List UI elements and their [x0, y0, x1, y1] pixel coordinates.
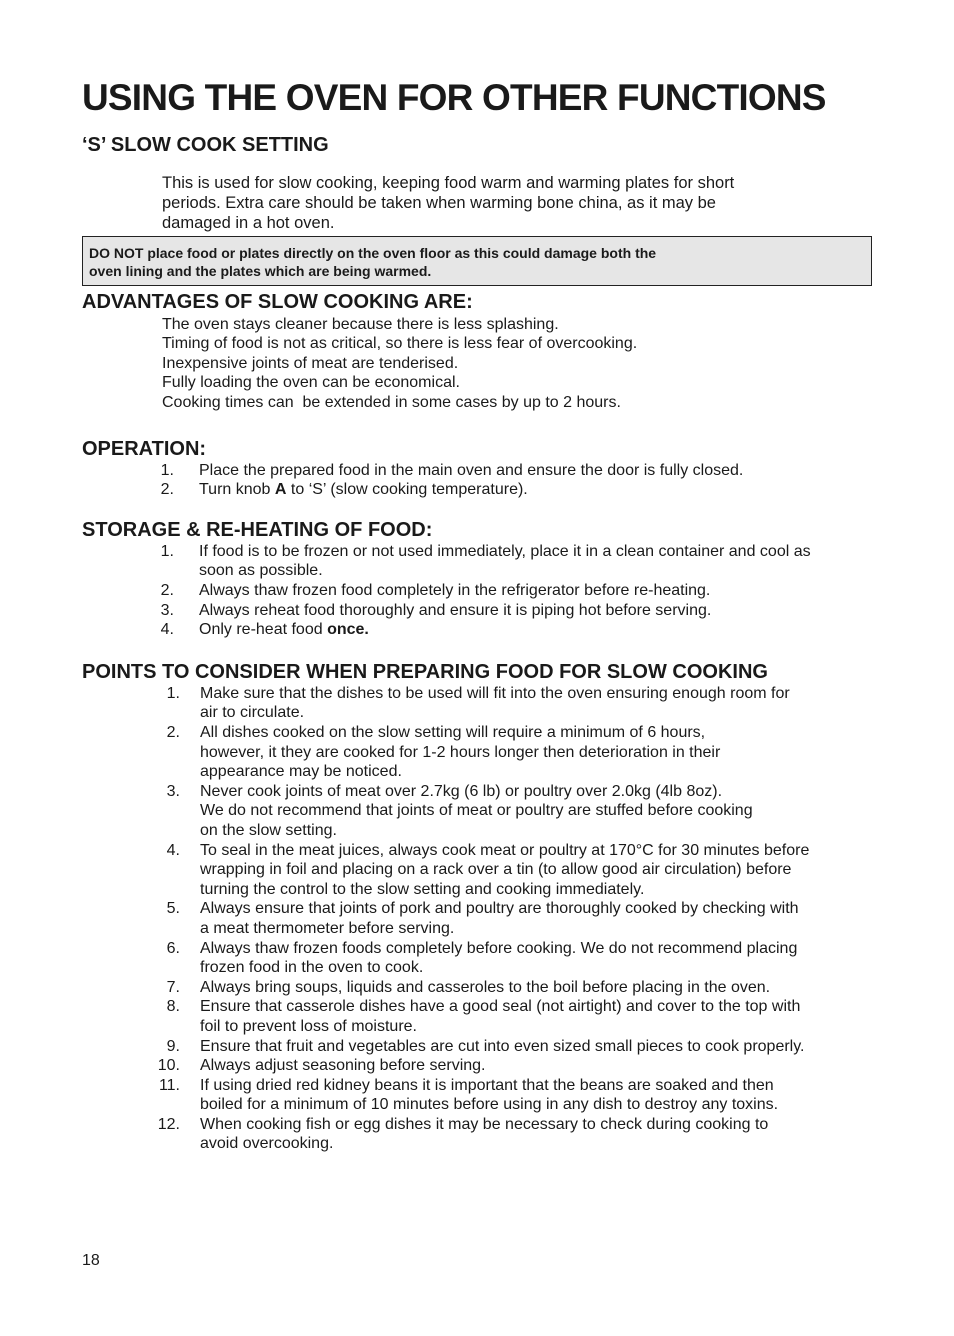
intro-line: periods. Extra care should be taken when warming bone china, as it may be: [162, 193, 716, 212]
item-line: All dishes cooked on the slow setting will require a minimum of 6 hours,: [200, 724, 706, 741]
emphasis-text: once.: [327, 621, 369, 639]
page-title: USING THE OVEN FOR OTHER FUNCTIONS: [82, 77, 826, 118]
item-line: foil to prevent loss of moisture.: [200, 1017, 417, 1035]
item-line: avoid overcooking.: [200, 1135, 334, 1153]
points-item: [82, 978, 872, 998]
storage-item: [82, 581, 872, 601]
item-line: Always thaw frozen food completely in the refrigerator before re-heating.: [199, 582, 711, 600]
item-number: 2.: [160, 481, 174, 499]
item-text: Only re-heat food: [199, 621, 328, 639]
points-item: [82, 782, 872, 841]
item-number: 7.: [166, 978, 180, 996]
points-item: [82, 1037, 872, 1057]
item-text: to ‘S’ (slow cooking temperature).: [286, 481, 528, 499]
advantage-item: Fully loading the oven can be economical.: [162, 374, 460, 392]
item-number: 2.: [166, 724, 180, 741]
advantage-item: Cooking times can be extended in some cases by up to 2 hours.: [162, 394, 621, 412]
intro-line: This is used for slow cooking, keeping food warm and warming plates for short: [162, 173, 735, 192]
item-line: Always thaw frozen foods completely before cooking. We do not recommend placing: [200, 939, 798, 957]
item-number: 4.: [166, 841, 180, 859]
points-item: [82, 684, 872, 723]
operation-heading: OPERATION:: [82, 437, 207, 460]
item-line: air to circulate.: [200, 704, 305, 722]
points-item: [82, 997, 872, 1036]
item-line: soon as possible.: [199, 562, 323, 580]
warning-line: DO NOT place food or plates directly on the oven floor as this could damage both the: [89, 244, 657, 261]
advantages-list: [162, 315, 872, 413]
item-text: Place the prepared food in the main oven and ensure the door is fully closed.: [199, 461, 744, 479]
item-number: 12.: [157, 1115, 180, 1133]
item-line: If food is to be frozen or not used immediately, place it in a clean container and cool as: [199, 542, 811, 560]
points-item: [82, 939, 872, 978]
item-line: Always reheat food thoroughly and ensure it is piping hot before serving.: [199, 601, 712, 619]
slow-cook-heading: ‘S’ SLOW COOK SETTING: [82, 133, 329, 156]
storage-heading: STORAGE & RE-HEATING OF FOOD:: [82, 518, 433, 541]
item-line: however, it they are cooked for 1-2 hours longer then deterioration in their: [200, 743, 721, 761]
storage-item: [82, 542, 872, 581]
operation-list: [82, 461, 872, 500]
item-line: wrapping in foil and placing on a rack over a tin (to allow good air circulation) before: [200, 861, 792, 879]
points-list: [82, 684, 872, 1154]
item-line: a meat thermometer before serving.: [200, 919, 455, 937]
points-item: [82, 899, 872, 938]
warning-box: [82, 236, 872, 286]
item-line: Always bring soups, liquids and casseroles to the boil before placing in the oven.: [200, 978, 771, 996]
item-number: 5.: [166, 900, 180, 918]
item-line: on the slow setting.: [200, 821, 337, 839]
item-number: 1.: [160, 542, 174, 560]
item-number: 8.: [166, 998, 180, 1016]
storage-item: [82, 601, 872, 621]
operation-item: [82, 480, 872, 500]
item-number: 3.: [166, 782, 180, 800]
item-line: Always adjust seasoning before serving.: [200, 1057, 486, 1075]
item-line: We do not recommend that joints of meat or poultry are stuffed before cooking: [200, 802, 753, 820]
slow-cook-intro: [162, 173, 822, 233]
item-line: To seal in the meat juices, always cook meat or poultry at 170°C for 30 minutes before: [200, 841, 810, 859]
item-number: 6.: [166, 939, 180, 957]
page-number: 18: [82, 1252, 100, 1269]
item-line: appearance may be noticed.: [200, 763, 402, 781]
knob-label: A: [274, 481, 287, 499]
points-item: [82, 841, 872, 900]
advantages-heading: ADVANTAGES OF SLOW COOKING ARE:: [82, 290, 473, 313]
item-line: Always ensure that joints of pork and poultry are thoroughly cooked by checking with: [200, 900, 799, 918]
points-item: [82, 1056, 872, 1076]
storage-item: [82, 620, 872, 640]
item-number: 10.: [157, 1057, 180, 1075]
points-item: [82, 723, 872, 782]
item-line: When cooking fish or egg dishes it may be necessary to check during cooking to: [200, 1115, 769, 1133]
item-line: Ensure that fruit and vegetables are cut into even sized small pieces to cook properly.: [200, 1037, 805, 1055]
operation-item: [82, 461, 872, 481]
item-line: Never cook joints of meat over 2.7kg (6 lb) or poultry over 2.0kg (4lb 8oz).: [200, 782, 723, 800]
item-number: 11.: [158, 1076, 180, 1094]
points-item: [82, 1076, 872, 1115]
intro-line: damaged in a hot oven.: [162, 213, 335, 232]
item-line: frozen food in the oven to cook.: [200, 959, 424, 977]
advantage-item: Timing of food is not as critical, so there is less fear of overcooking.: [162, 335, 638, 353]
item-number: 4.: [160, 621, 174, 639]
item-number: 2.: [160, 582, 174, 600]
item-line: Ensure that casserole dishes have a good seal (not airtight) and cover to the top with: [200, 998, 801, 1016]
item-number: 3.: [160, 601, 174, 619]
page-content: [82, 78, 872, 1154]
item-line: Make sure that the dishes to be used will fit into the oven ensuring enough room for: [200, 684, 790, 702]
item-line: boiled for a minimum of 10 minutes before using in any dish to destroy any toxins.: [200, 1096, 779, 1114]
warning-line: oven lining and the plates which are being warmed.: [89, 262, 432, 279]
item-line: If using dried red kidney beans it is important that the beans are soaked and then: [200, 1076, 774, 1094]
item-number: 9.: [166, 1037, 180, 1055]
item-number: 1.: [160, 461, 174, 479]
advantage-item: The oven stays cleaner because there is less splashing.: [162, 315, 559, 333]
advantage-item: Inexpensive joints of meat are tenderised.: [162, 354, 459, 372]
storage-list: [82, 542, 872, 640]
item-number: 1.: [166, 684, 180, 702]
item-text: Turn knob: [199, 481, 275, 499]
points-item: [82, 1115, 872, 1154]
points-heading: POINTS TO CONSIDER WHEN PREPARING FOOD FOR SLOW COOKING: [82, 660, 768, 683]
item-line: turning the control to the slow setting and cooking immediately.: [200, 880, 645, 898]
